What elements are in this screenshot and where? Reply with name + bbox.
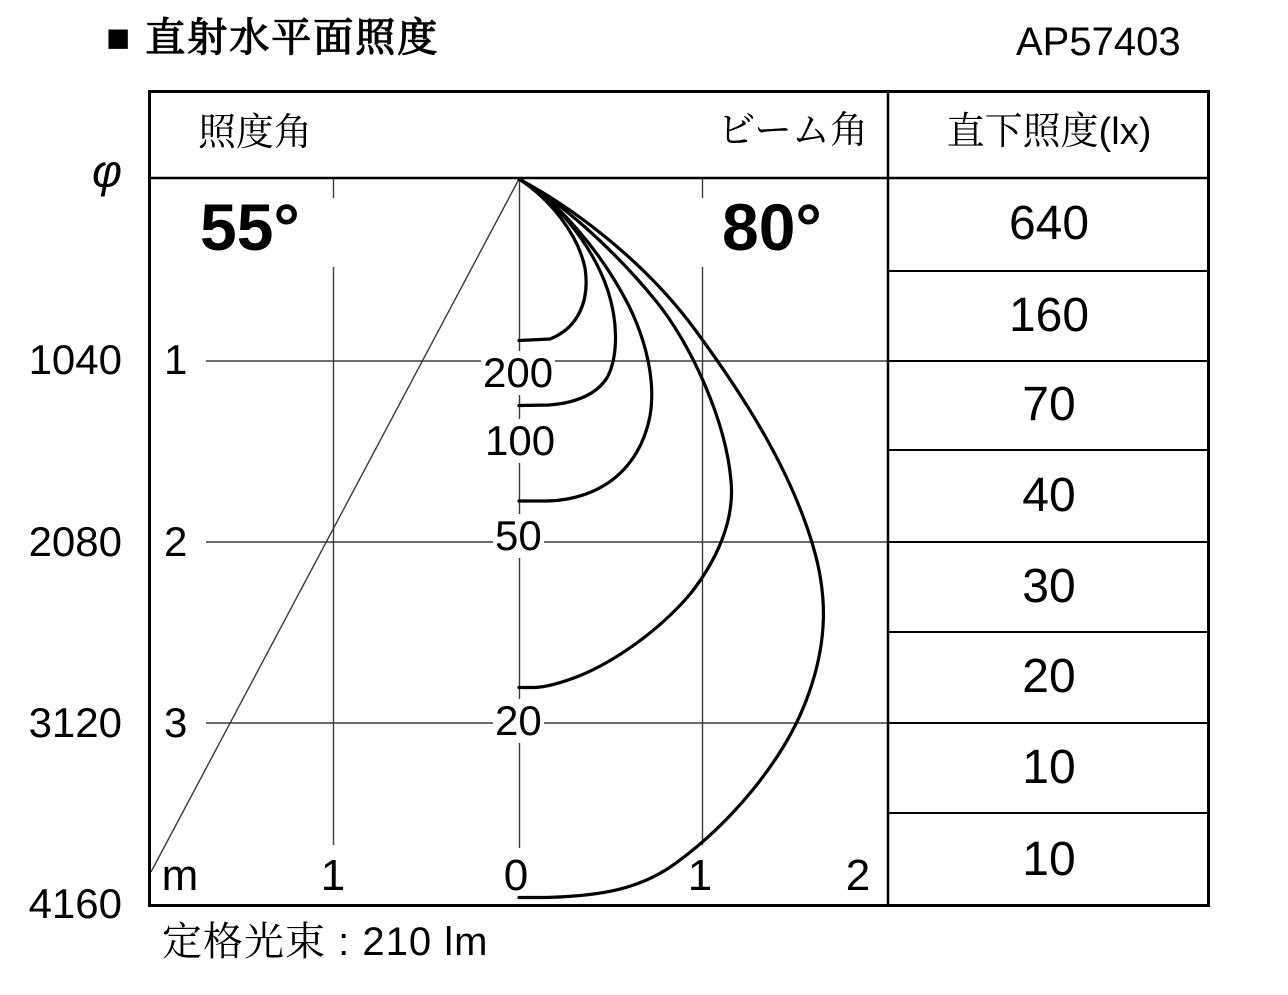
header-direct-illuminance: 直下照度(lx) [946,111,1152,153]
illuminance-angle-line [151,179,519,872]
illuminance-value-row-6: 20 [1022,650,1076,703]
phi-label-3120: 3120 [28,699,122,746]
isolux-curve-10lx [519,179,823,898]
illuminance-value-row-3: 70 [1022,378,1076,431]
illuminance-value-row-7: 10 [1022,741,1076,794]
beam-angle-value: 80° [722,190,822,264]
illuminance-value-row-8: 10 [1022,833,1076,886]
x-label-left-1: 1 [320,851,346,900]
row-divider-lines [888,271,1210,813]
phi-symbol: φ [92,145,123,197]
phi-label-2080: 2080 [28,518,122,565]
x-axis-unit-m: m [161,851,199,900]
x-label-right-2: 2 [845,851,871,900]
rated-flux-note: 定格光束 : 210 lm [162,920,489,964]
product-code: AP57403 [1016,20,1181,64]
illuminance-value-row-2: 160 [1008,289,1090,342]
header-beam-angle: ビーム角 [717,110,868,152]
curve-label-20: 20 [495,697,542,744]
depth-label-3m: 3 [164,699,188,746]
page-title: ■ 直射水平面照度 [106,16,440,60]
isolux-curves [519,179,823,898]
x-label-right-1: 1 [687,851,713,900]
illuminance-angle-value: 55° [200,190,300,264]
header-illuminance-angle: 照度角 [198,112,313,154]
curve-label-100: 100 [485,417,556,464]
depth-label-2m: 2 [164,518,188,565]
curve-label-200: 200 [483,349,554,396]
x-label-0: 0 [503,851,529,900]
phi-label-4160: 4160 [28,880,122,927]
illuminance-value-row-5: 30 [1022,560,1076,613]
illuminance-value-row-1: 640 [1008,197,1090,250]
illuminance-value-row-4: 40 [1022,469,1076,522]
curve-label-50: 50 [495,512,542,559]
phi-label-1040: 1040 [28,336,122,383]
depth-label-1m: 1 [164,336,188,383]
